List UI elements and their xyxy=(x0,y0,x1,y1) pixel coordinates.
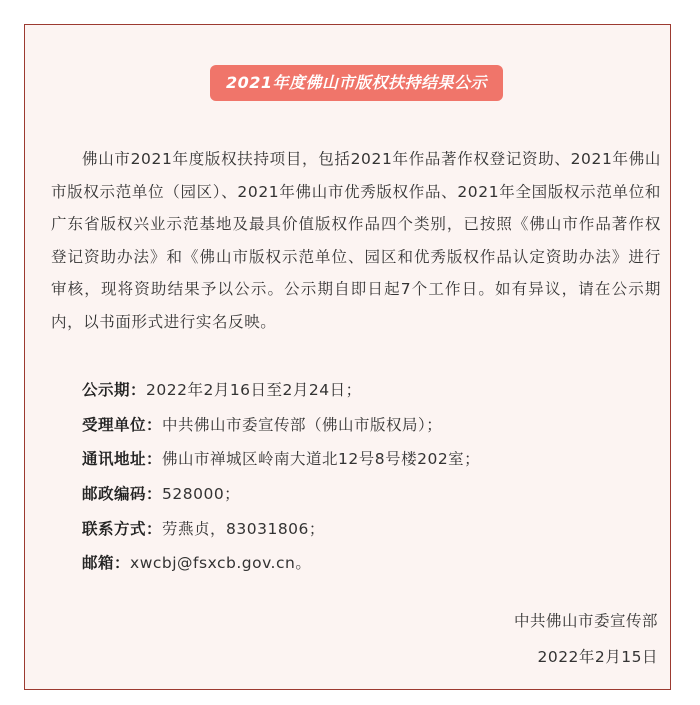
contact-details xyxy=(82,373,662,581)
detail-value: 中共佛山市委宣传部（佛山市版权局）； xyxy=(162,415,443,434)
detail-label: 受理单位： xyxy=(82,415,163,434)
detail-value: 劳燕贞，83031806； xyxy=(162,519,325,538)
detail-label: 邮政编码： xyxy=(82,485,163,504)
detail-value: 2022年2月16日至2月24日； xyxy=(146,381,362,399)
detail-value: 佛山市禅城区岭南大道北12号8号楼202室； xyxy=(162,450,481,469)
detail-value: 528000； xyxy=(162,485,241,504)
detail-contact xyxy=(82,512,662,547)
detail-value: xwcbj@fsxcb.gov.cn。 xyxy=(130,554,312,573)
notice-card xyxy=(24,24,671,690)
detail-label: 通讯地址： xyxy=(82,450,163,469)
notice-title: 2021年度佛山市版权扶持结果公示 xyxy=(210,65,503,101)
notice-body: 佛山市2021年度版权扶持项目，包括2021年作品著作权登记资助、2021年佛山市版权示范单位（园区）、2021年佛山市优秀版权作品、2021年全国版权示范单位和广东省版权兴业示范基地及最具价值版权作品四个类别，已按照《佛山市作品著作权登记资助办法》和《佛山市版权示范单位、园区和优秀版权作品认定资助办法》进行审核，现将资助结果予以公示。公示期自即日起7个工作日。如有异议，请在公示期内，以书面形式进行实名反映。 xyxy=(51,150,661,331)
detail-publicity-period xyxy=(82,373,662,408)
detail-label: 公示期： xyxy=(82,381,147,399)
detail-email xyxy=(82,546,662,581)
detail-postal-code xyxy=(82,477,662,512)
detail-receiving-unit xyxy=(82,408,662,443)
signature-organization: 中共佛山市委宣传部 xyxy=(513,612,658,630)
signature-date: 2022年2月15日 xyxy=(537,648,658,666)
detail-label: 邮箱： xyxy=(82,554,131,573)
detail-label: 联系方式： xyxy=(82,519,163,538)
detail-mailing-address xyxy=(82,442,662,477)
